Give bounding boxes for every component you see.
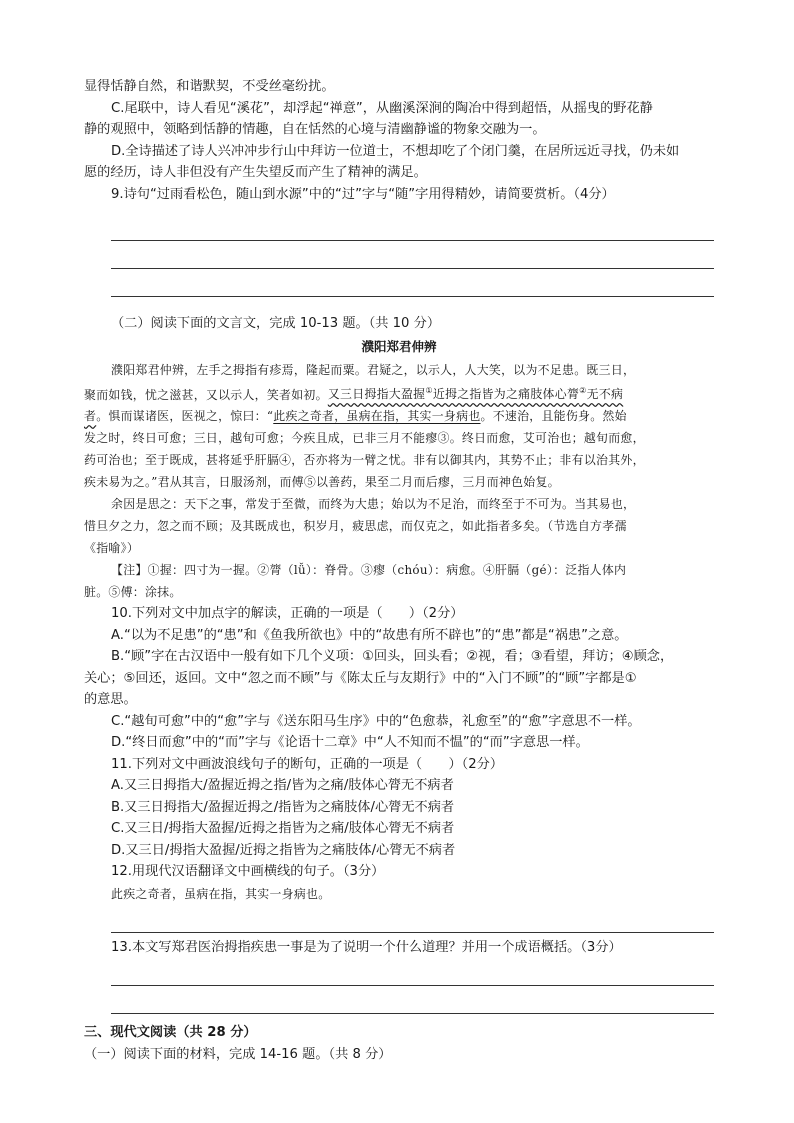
q8-option-d: D.全诗描述了诗人兴冲冲步行山中拜访一位道士，不想却吃了个闭门羹，在居所远近寻找，仍未如 — [111, 143, 680, 159]
passage-line: 余因是思之：天下之事，常发于至微，而终为大患；始以为不足治，而终至于不可为。当其易也， — [111, 497, 636, 512]
footnote: 【注】①握：四寸为一握。②膂（lǚ）：脊骨。③瘳（chóu）：病愈。④肝膈（gé）：泛指人体内 — [111, 563, 627, 578]
section-3-title: 三、现代文阅读（共 28 分） — [84, 1025, 257, 1041]
q8-option-c: C.尾联中，诗人看见“溪花”，却浮起“禅意”，从幽溪深涧的陶冶中得到超悟，从摇曳的野花静 — [111, 100, 653, 116]
q10-option-d: D.“终日而愈”中的“而”字与《论语十二章》中“人不知而不愠”的“而”字意思一样。 — [111, 735, 589, 751]
question-13: 13.本文写郑君医治拇指疾患一事是为了说明一个什么道理？并用一个成语概括。（3分） — [111, 939, 622, 955]
passage-line: 疾未易为之。”君从其言，日服汤剂，而傅⑤以善药，果至二月而后瘳，三月而神色始复。 — [84, 475, 560, 490]
q10-option-b-cont: 关心；⑤回还，返回。文中“忽之而不顾”与《陈太丘与友期行》中的“入门不顾”的“顾”字都是① — [84, 670, 637, 686]
q8-option-b-tail: 显得恬静自然，和谐默契，不受丝毫纷扰。 — [84, 79, 335, 94]
q10-option-b-cont: 的意思。 — [84, 692, 137, 708]
q8-option-d-cont: 愿的经历，诗人非但没有产生失望反而产生了精神的满足。 — [84, 165, 427, 180]
exam-page — [84, 76, 714, 1065]
q11-option-c: C.又三日/拇指大盈握/近拇之指皆为之痛/肢体心膂无不病者 — [111, 821, 455, 837]
section-3-intro: （一）阅读下面的材料，完成 14-16 题。（共 8 分） — [84, 1046, 392, 1062]
question-12: 12.用现代汉语翻译文中画横线的句子。（3分） — [111, 864, 385, 880]
q8-option-c-cont: 静的观照中，领略到恬静的情趣，自在恬然的心境与清幽静谧的物象交融为一。 — [84, 122, 546, 137]
passage-title: 濮阳郑君伸辨 — [361, 338, 437, 354]
answer-line[interactable] — [111, 241, 714, 269]
passage-line: 《指喻》） — [84, 541, 140, 556]
passage-line: 聚而如钱，忧之滋甚，又以示人，笑者如初。又三日拇指大盈握①近拇之指皆为之痛肢体心膂②无不病 — [84, 386, 624, 402]
question-10: 10.下列对文中加点字的解读，正确的一项是（ ）（2分） — [111, 606, 464, 622]
section-2-intro: （二）阅读下面的文言文，完成 10-13 题。（共 10 分） — [111, 316, 441, 331]
q10-option-c: C.“越旬可愈”中的“愈”字与《送东阳马生序》中的“色愈恭，礼愈至”的“愈”字意思不一样。 — [111, 713, 641, 729]
q12-sentence: 此疾之奇者，虽病在指，其实一身病也。 — [111, 886, 331, 901]
answer-line[interactable] — [111, 958, 714, 986]
q11-option-a: A.又三日拇指大/盈握近拇之指/皆为之痛/肢体心膂无不病者 — [111, 778, 454, 794]
passage-line: 惜旦夕之力，忽之而不顾；及其既成也，积岁月，疲思虑，而仅克之，如此指者多矣。（节选自方孝孺 — [84, 519, 627, 534]
answer-line[interactable] — [111, 905, 714, 933]
answer-line[interactable] — [111, 269, 714, 297]
q11-option-d: D.又三日/拇指大盈握/近拇之指皆为之痛肢体/心膂无不病者 — [111, 842, 456, 858]
classical-passage — [84, 359, 714, 604]
question-9: 9.诗句“过雨看松色，随山到水源”中的“过”字与“随”字用得精妙，请简要赏析。（4分） — [111, 186, 615, 202]
passage-line: 濮阳郑君仲辨，左手之拇指有疹焉，隆起而粟。君疑之，以示人，人大笑，以为不足患。既三日， — [111, 362, 636, 377]
q11-option-b: B.又三日拇指大/盈握近拇之/指皆为之痛肢体/心膂无不病者 — [111, 799, 455, 815]
footnote: 脏。⑤傅：涂抹。 — [84, 585, 182, 600]
q10-option-a: A.“以为不足患”的“患”和《鱼我所欲也》中的“故患有所不辟也”的“患”都是“祸患”之意。 — [111, 627, 628, 643]
answer-line[interactable] — [111, 986, 714, 1014]
passage-line: 者。惧而谋诸医，医视之，惊曰：“此疾之奇者，虽病在指，其实一身病也。不速治，且能伤身。然始 — [84, 409, 627, 424]
answer-line[interactable] — [111, 213, 714, 241]
passage-line: 药可治也；至于既成，甚将延乎肝膈④，否亦将为一臂之忧。非有以御其内，其势不止；非有以治其外， — [84, 453, 645, 468]
q10-option-b: B.“顾”字在古汉语中一般有如下几个义项：①回头，回头看；②视，看；③看望，拜访；④顾念， — [111, 649, 674, 665]
passage-line: 发之时，终日可愈；三日，越旬可愈；今疾且成，已非三月不能瘳③。终日而愈，艾可治也；越旬而愈， — [84, 431, 645, 446]
question-11: 11.下列对文中画波浪线句子的断句，正确的一项是（ ）（2分） — [111, 756, 504, 772]
